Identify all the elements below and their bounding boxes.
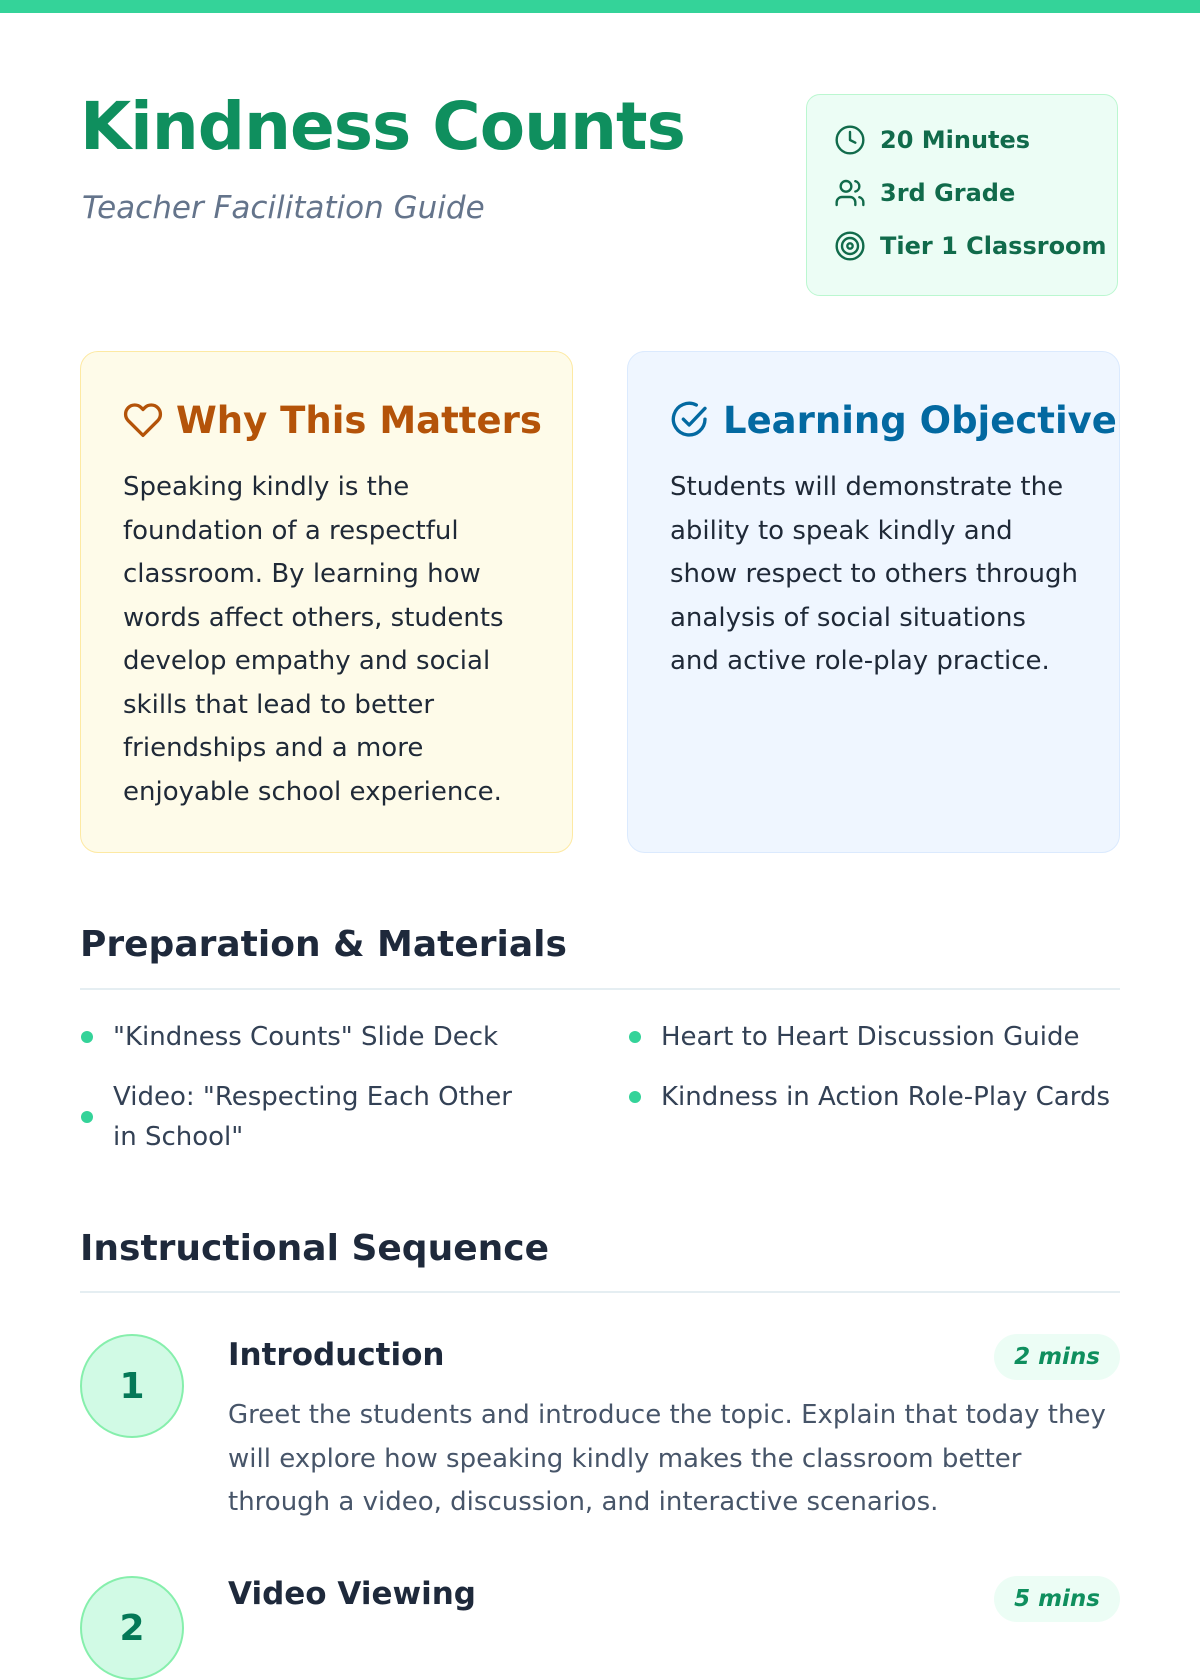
material-label: "Kindness Counts" Slide Deck <box>113 1022 499 1052</box>
material-label: Heart to Heart Discussion Guide <box>661 1022 1080 1052</box>
objective-card-heading <box>670 392 1117 448</box>
why-card-title: Why This Matters <box>176 398 542 442</box>
step-number-circle: 2 <box>80 1576 184 1680</box>
top-accent-bar <box>0 0 1200 13</box>
step-title: Video Viewing <box>228 1576 476 1612</box>
materials-heading: Preparation & Materials <box>80 924 567 965</box>
sequence-divider <box>80 1291 1120 1293</box>
step-duration-badge: 5 mins <box>994 1576 1120 1622</box>
step-description: Greet the students and introduce the topic. Explain that today they will explore how speaking kindly makes the classroom better through a video, discussion, and interactive scenarios. <box>228 1400 1106 1517</box>
clock-icon <box>834 124 866 156</box>
step-number-circle: 1 <box>80 1334 184 1438</box>
why-card-text: Speaking kindly is the foundation of a respectful classroom. By learning how words affect others, students develop empathy and social skills that lead to better friendships and a more enjoyable school experience. <box>123 472 504 807</box>
bullet-dot <box>81 1031 93 1043</box>
materials-divider <box>80 988 1120 990</box>
bullet-dot <box>81 1111 93 1123</box>
material-item <box>661 1017 1120 1057</box>
grade-info <box>834 176 1015 210</box>
bullet-dot <box>629 1091 641 1103</box>
learning-objective-card <box>627 351 1120 853</box>
users-icon <box>834 177 866 209</box>
tier-info <box>834 229 1107 263</box>
material-item <box>113 1077 543 1157</box>
material-item <box>661 1077 1120 1117</box>
duration-info <box>834 123 1030 157</box>
why-this-matters-card <box>80 351 573 853</box>
objective-card-title: Learning Objective <box>723 398 1117 442</box>
material-item <box>113 1017 543 1057</box>
step-title: Introduction <box>228 1337 445 1373</box>
lesson-info-box <box>806 94 1118 296</box>
target-icon <box>834 230 866 262</box>
why-card-heading <box>123 392 542 448</box>
step-duration-badge: 2 mins <box>994 1334 1120 1380</box>
tier-label: Tier 1 Classroom <box>880 232 1107 260</box>
sequence-heading: Instructional Sequence <box>80 1228 550 1269</box>
material-label: Kindness in Action Role-Play Cards <box>661 1082 1111 1112</box>
page-title: Kindness Counts <box>80 88 685 165</box>
page-subtitle: Teacher Facilitation Guide <box>82 190 485 226</box>
duration-label: 20 Minutes <box>880 126 1031 154</box>
bullet-dot <box>629 1031 641 1043</box>
grade-label: 3rd Grade <box>880 179 1016 207</box>
heart-icon <box>123 400 163 440</box>
material-label: Video: "Respecting Each Other in School" <box>113 1082 512 1152</box>
objective-card-text: Students will demonstrate the ability to speak kindly and show respect to others through analysis of social situations and active role-play practice. <box>670 472 1078 676</box>
check-circle-icon <box>670 400 710 440</box>
